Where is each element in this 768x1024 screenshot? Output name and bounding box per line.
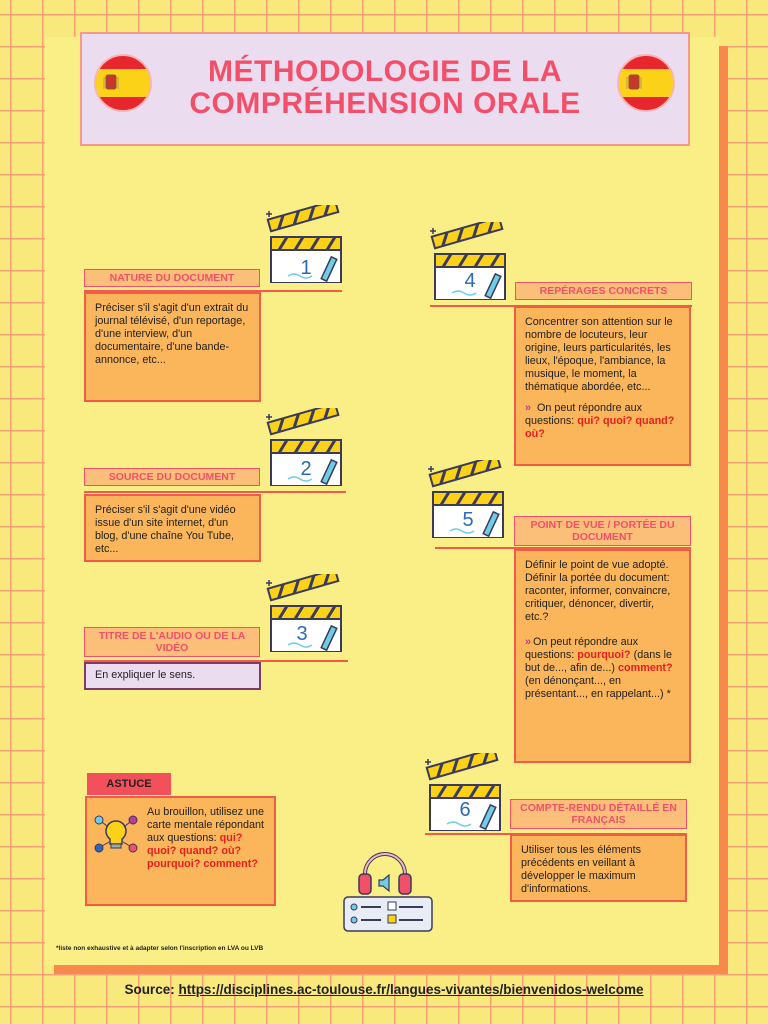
divider-line bbox=[84, 491, 346, 493]
step-2-box: Préciser s'il s'agit d'une vidéo issue d'un site internet, d'un blog, d'une chaîne You Tube, etc... bbox=[84, 494, 261, 562]
astuce-questions: qui? quoi? quand? où? pourquoi? comment? bbox=[147, 832, 258, 870]
step-5-t2: (en dénonçant..., en présentant..., en rappelant...) * bbox=[525, 675, 671, 700]
step-2-number: 2 bbox=[300, 458, 312, 480]
headphones-icon bbox=[355, 848, 415, 898]
clapperboard-icon bbox=[428, 460, 508, 538]
step-5-note-block bbox=[525, 636, 680, 701]
step-4-questions: qui? quoi? quand? où? bbox=[525, 415, 675, 440]
step-4-label: REPÉRAGES CONCRETS bbox=[515, 282, 692, 300]
step-5-label: POINT DE VUE / PORTÉE DU DOCUMENT bbox=[514, 516, 691, 546]
clapperboard-icon bbox=[425, 753, 505, 831]
source-line bbox=[0, 982, 768, 997]
double-chevron-icon: » bbox=[525, 636, 529, 648]
page-title bbox=[150, 56, 620, 120]
step-5-note: On peut répondre aux questions: bbox=[525, 636, 639, 661]
clapperboard-icon bbox=[430, 222, 510, 300]
step-6-box: Utiliser tous les éléments précédents en veillant à développer le maximum d'informations. bbox=[510, 834, 687, 902]
step-4-box bbox=[514, 306, 691, 466]
step-4-note: On peut répondre aux questions: bbox=[525, 402, 643, 427]
step-2-label: SOURCE DU DOCUMENT bbox=[84, 468, 260, 486]
title-line-2: COMPRÉHENSION ORALE bbox=[189, 87, 581, 120]
step-6-label: COMPTE-RENDU DÉTAILLÉ EN FRANÇAIS bbox=[510, 799, 687, 829]
step-5-t1: (dans le but de..., afin de...) bbox=[525, 649, 673, 674]
step-1-number: 1 bbox=[300, 257, 312, 279]
step-1-label: NATURE DU DOCUMENT bbox=[84, 269, 260, 287]
step-4-number: 4 bbox=[464, 270, 476, 292]
step-5-box bbox=[514, 549, 691, 763]
step-3-box: En expliquer le sens. bbox=[84, 662, 261, 690]
step-3-number: 3 bbox=[296, 623, 308, 645]
step-6-number: 6 bbox=[459, 799, 471, 821]
step-1-box: Préciser s'il s'agit d'un extrait du journal télévisé, d'un reportage, d'une interview, d'un documentaire, d'une bande-annonce, etc... bbox=[84, 292, 261, 402]
double-chevron-icon: » bbox=[525, 402, 529, 414]
step-5-number: 5 bbox=[462, 509, 474, 531]
clapperboard-icon bbox=[266, 408, 346, 486]
spain-flag-icon bbox=[93, 53, 153, 113]
title-line-1: MÉTHODOLOGIE DE LA bbox=[208, 55, 562, 88]
step-4-text: Concentrer son attention sur le nombre de locuteurs, leur origine, leurs particularités, les lieux, l'époque, l'ambiance, la musique, le moment, la thématique abordée, etc... bbox=[525, 316, 673, 393]
clapperboard-icon bbox=[266, 574, 346, 652]
step-5-text-1: Définir le point de vue adopté. bbox=[525, 559, 669, 571]
footnote: *liste non exhaustive et à adapter selon l'inscription en LVA ou LVB bbox=[56, 945, 264, 952]
lightbulb-mindmap-icon bbox=[93, 812, 139, 858]
checklist-icon bbox=[343, 896, 433, 932]
spain-flag-icon bbox=[616, 53, 676, 113]
astuce-text: Au brouillon, utilisez une carte mentale répondant aux questions: bbox=[147, 806, 265, 844]
source-prefix: Source: bbox=[124, 982, 179, 997]
step-5-q-comment: comment? bbox=[618, 662, 673, 674]
astuce-label: ASTUCE bbox=[87, 773, 171, 795]
step-5-text-2: Définir la portée du document: raconter, informer, convaincre, critiquer, dénoncer, divertir, etc.? bbox=[525, 572, 671, 623]
source-link[interactable]: https://disciplines.ac-toulouse.fr/langues-vivantes/bienvenidos-welcome bbox=[178, 982, 644, 997]
step-3-label: TITRE DE L'AUDIO OU DE LA VIDÉO bbox=[84, 627, 260, 657]
step-4-note-line bbox=[525, 402, 680, 441]
clapperboard-icon bbox=[266, 205, 346, 283]
step-5-q-pourquoi: pourquoi? bbox=[577, 649, 631, 661]
